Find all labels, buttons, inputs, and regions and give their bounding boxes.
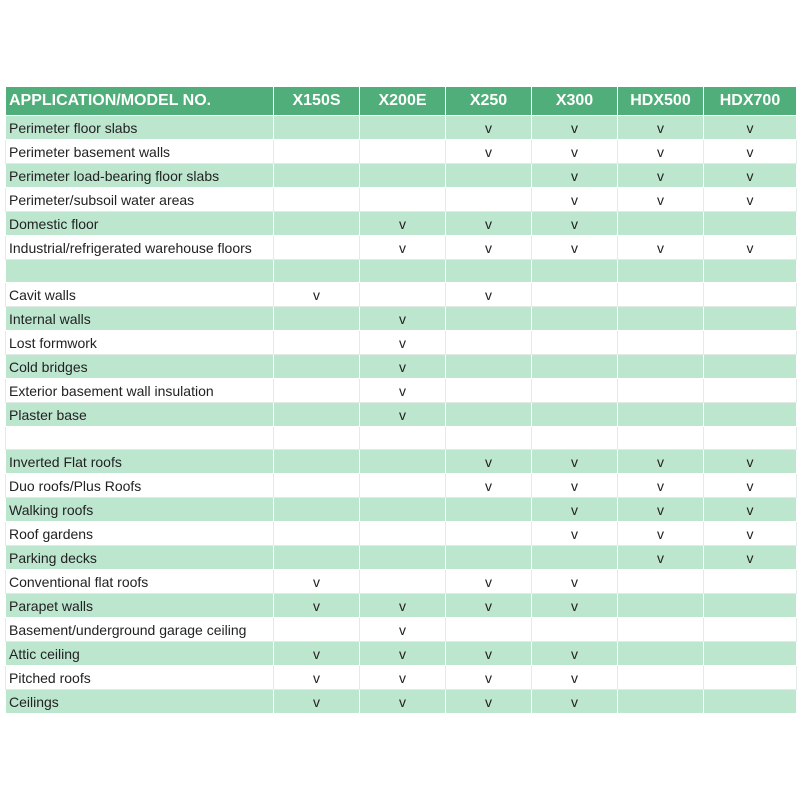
model-suitability-cell: v: [704, 498, 797, 522]
model-suitability-cell: [360, 427, 446, 450]
model-suitability-cell: v: [446, 212, 532, 236]
model-suitability-cell: [618, 307, 704, 331]
model-suitability-cell: [360, 546, 446, 570]
model-suitability-cell: [360, 450, 446, 474]
column-header-model: X200E: [360, 87, 446, 116]
model-suitability-cell: v: [360, 331, 446, 355]
model-suitability-cell: v: [532, 188, 618, 212]
model-suitability-cell: v: [446, 474, 532, 498]
table-row: [6, 403, 797, 427]
model-suitability-cell: [532, 379, 618, 403]
model-suitability-cell: v: [274, 666, 360, 690]
model-suitability-cell: [618, 379, 704, 403]
model-suitability-cell: [360, 474, 446, 498]
model-suitability-cell: [274, 522, 360, 546]
model-suitability-cell: v: [618, 116, 704, 140]
model-suitability-cell: v: [704, 474, 797, 498]
model-suitability-cell: [618, 403, 704, 427]
model-suitability-cell: v: [704, 164, 797, 188]
model-suitability-cell: v: [532, 212, 618, 236]
table-row: [6, 331, 797, 355]
application-label: Attic ceiling: [6, 642, 274, 666]
application-label: Industrial/refrigerated warehouse floors: [6, 236, 274, 260]
model-suitability-cell: [532, 618, 618, 642]
model-suitability-cell: [704, 379, 797, 403]
model-suitability-cell: [274, 331, 360, 355]
model-suitability-cell: [360, 188, 446, 212]
table-row: [6, 642, 797, 666]
column-header-model: HDX700: [704, 87, 797, 116]
model-suitability-cell: v: [618, 546, 704, 570]
model-suitability-cell: v: [360, 379, 446, 403]
model-suitability-cell: v: [360, 642, 446, 666]
model-suitability-cell: [446, 427, 532, 450]
model-suitability-cell: v: [360, 236, 446, 260]
model-suitability-cell: v: [704, 188, 797, 212]
model-suitability-cell: v: [446, 450, 532, 474]
model-suitability-cell: v: [360, 618, 446, 642]
model-suitability-cell: [446, 331, 532, 355]
table-body: [6, 116, 797, 714]
model-suitability-cell: v: [274, 690, 360, 714]
model-suitability-cell: [618, 212, 704, 236]
application-label: Lost formwork: [6, 331, 274, 355]
model-suitability-cell: [274, 498, 360, 522]
model-suitability-cell: [274, 212, 360, 236]
model-suitability-cell: [704, 260, 797, 283]
table-row: [6, 236, 797, 260]
table-row: [6, 498, 797, 522]
table-row: [6, 450, 797, 474]
model-suitability-cell: [274, 474, 360, 498]
column-header-model: X300: [532, 87, 618, 116]
column-header-model: X250: [446, 87, 532, 116]
model-suitability-cell: v: [532, 570, 618, 594]
application-model-table: [5, 86, 797, 714]
model-suitability-cell: [532, 403, 618, 427]
model-suitability-cell: [704, 307, 797, 331]
model-suitability-cell: v: [360, 212, 446, 236]
model-suitability-cell: v: [618, 140, 704, 164]
model-suitability-cell: [704, 355, 797, 379]
application-label: Domestic floor: [6, 212, 274, 236]
application-label: Perimeter floor slabs: [6, 116, 274, 140]
application-label: Cavit walls: [6, 283, 274, 307]
model-suitability-cell: [360, 522, 446, 546]
model-suitability-cell: v: [274, 283, 360, 307]
application-label: Conventional flat roofs: [6, 570, 274, 594]
table-row: [6, 379, 797, 403]
model-suitability-cell: [532, 355, 618, 379]
model-suitability-cell: [618, 283, 704, 307]
table-row: [6, 546, 797, 570]
model-suitability-cell: [360, 116, 446, 140]
table-row: [6, 522, 797, 546]
model-suitability-cell: v: [704, 450, 797, 474]
application-label: Roof gardens: [6, 522, 274, 546]
table-row: [6, 164, 797, 188]
model-suitability-cell: v: [274, 570, 360, 594]
table-row: [6, 666, 797, 690]
application-label: Perimeter load-bearing floor slabs: [6, 164, 274, 188]
application-label: Internal walls: [6, 307, 274, 331]
application-label: Ceilings: [6, 690, 274, 714]
model-suitability-cell: [704, 618, 797, 642]
model-suitability-cell: [446, 546, 532, 570]
model-suitability-cell: [274, 260, 360, 283]
model-suitability-cell: v: [618, 498, 704, 522]
model-suitability-cell: [274, 236, 360, 260]
model-suitability-cell: v: [532, 164, 618, 188]
model-suitability-cell: [618, 666, 704, 690]
table-row: [6, 140, 797, 164]
model-suitability-cell: [446, 188, 532, 212]
model-suitability-cell: [618, 570, 704, 594]
model-suitability-cell: [704, 427, 797, 450]
application-label: Walking roofs: [6, 498, 274, 522]
model-suitability-cell: v: [618, 522, 704, 546]
model-suitability-cell: v: [360, 307, 446, 331]
application-label: Parking decks: [6, 546, 274, 570]
model-suitability-cell: v: [618, 450, 704, 474]
model-suitability-cell: v: [446, 690, 532, 714]
model-suitability-cell: v: [360, 403, 446, 427]
model-suitability-cell: [274, 618, 360, 642]
application-label: Perimeter basement walls: [6, 140, 274, 164]
model-suitability-cell: [446, 355, 532, 379]
model-suitability-cell: [360, 498, 446, 522]
model-suitability-cell: v: [704, 546, 797, 570]
table-row: [6, 212, 797, 236]
application-label: Pitched roofs: [6, 666, 274, 690]
model-suitability-cell: [618, 331, 704, 355]
model-suitability-cell: [704, 331, 797, 355]
model-suitability-cell: [704, 594, 797, 618]
model-suitability-cell: v: [704, 236, 797, 260]
model-suitability-cell: [274, 379, 360, 403]
model-suitability-cell: v: [532, 498, 618, 522]
model-suitability-cell: [274, 116, 360, 140]
application-label: [6, 427, 274, 450]
model-suitability-cell: [360, 260, 446, 283]
model-suitability-cell: [274, 427, 360, 450]
model-suitability-cell: v: [446, 642, 532, 666]
model-suitability-cell: [618, 594, 704, 618]
model-suitability-cell: [704, 212, 797, 236]
model-suitability-cell: [618, 618, 704, 642]
model-suitability-cell: v: [446, 140, 532, 164]
model-suitability-cell: [704, 283, 797, 307]
model-suitability-cell: [446, 260, 532, 283]
model-suitability-cell: [446, 498, 532, 522]
model-suitability-cell: [446, 164, 532, 188]
model-suitability-cell: v: [704, 116, 797, 140]
application-label: Cold bridges: [6, 355, 274, 379]
column-header-application: APPLICATION/MODEL NO.: [6, 87, 274, 116]
column-header-model: X150S: [274, 87, 360, 116]
model-suitability-cell: [704, 403, 797, 427]
model-suitability-cell: [704, 570, 797, 594]
model-suitability-cell: [446, 379, 532, 403]
model-suitability-cell: [532, 331, 618, 355]
model-suitability-cell: v: [704, 522, 797, 546]
model-suitability-cell: v: [532, 140, 618, 164]
model-suitability-cell: v: [446, 570, 532, 594]
model-suitability-cell: [532, 546, 618, 570]
model-suitability-cell: [618, 427, 704, 450]
application-label: [6, 260, 274, 283]
model-suitability-cell: v: [532, 666, 618, 690]
model-suitability-cell: v: [274, 642, 360, 666]
model-suitability-cell: v: [618, 474, 704, 498]
table-row: [6, 618, 797, 642]
model-suitability-cell: v: [618, 188, 704, 212]
model-suitability-cell: [618, 355, 704, 379]
model-suitability-cell: v: [446, 594, 532, 618]
model-suitability-cell: v: [532, 450, 618, 474]
model-suitability-cell: [704, 690, 797, 714]
model-suitability-cell: [360, 283, 446, 307]
model-suitability-cell: [532, 307, 618, 331]
model-suitability-cell: [532, 427, 618, 450]
column-header-model: HDX500: [618, 87, 704, 116]
spacer-row: [6, 427, 797, 450]
model-suitability-cell: [274, 140, 360, 164]
model-suitability-cell: v: [532, 642, 618, 666]
application-label: Basement/underground garage ceiling: [6, 618, 274, 642]
model-suitability-cell: v: [446, 116, 532, 140]
model-suitability-cell: [274, 164, 360, 188]
model-suitability-cell: v: [704, 140, 797, 164]
model-suitability-cell: [274, 355, 360, 379]
table-row: [6, 594, 797, 618]
table-row: [6, 570, 797, 594]
table-row: [6, 355, 797, 379]
model-suitability-cell: v: [532, 236, 618, 260]
application-label: Perimeter/subsoil water areas: [6, 188, 274, 212]
application-label: Inverted Flat roofs: [6, 450, 274, 474]
table-row: [6, 188, 797, 212]
table-row: [6, 307, 797, 331]
model-suitability-cell: [274, 307, 360, 331]
table-row: [6, 474, 797, 498]
model-suitability-cell: v: [446, 236, 532, 260]
model-suitability-cell: [274, 450, 360, 474]
application-label: Exterior basement wall insulation: [6, 379, 274, 403]
model-suitability-cell: [274, 403, 360, 427]
model-suitability-cell: [360, 164, 446, 188]
spacer-row: [6, 260, 797, 283]
model-suitability-cell: [704, 666, 797, 690]
application-label: Parapet walls: [6, 594, 274, 618]
model-suitability-cell: [446, 307, 532, 331]
model-suitability-cell: v: [618, 236, 704, 260]
model-suitability-cell: v: [532, 522, 618, 546]
model-suitability-cell: [446, 618, 532, 642]
model-suitability-cell: v: [532, 690, 618, 714]
model-suitability-cell: [618, 690, 704, 714]
model-suitability-cell: [618, 260, 704, 283]
model-suitability-cell: v: [446, 283, 532, 307]
model-suitability-cell: [360, 140, 446, 164]
table-row: [6, 690, 797, 714]
table-row: [6, 283, 797, 307]
model-suitability-cell: v: [360, 690, 446, 714]
model-suitability-cell: v: [360, 355, 446, 379]
model-suitability-cell: [618, 642, 704, 666]
model-suitability-cell: [532, 283, 618, 307]
model-suitability-cell: [704, 642, 797, 666]
header-row: [6, 87, 797, 116]
model-suitability-cell: v: [360, 666, 446, 690]
application-label: Plaster base: [6, 403, 274, 427]
model-suitability-cell: v: [360, 594, 446, 618]
table-row: [6, 116, 797, 140]
model-suitability-cell: v: [618, 164, 704, 188]
model-suitability-cell: v: [532, 474, 618, 498]
application-label: Duo roofs/Plus Roofs: [6, 474, 274, 498]
model-suitability-cell: [274, 546, 360, 570]
model-suitability-cell: [274, 188, 360, 212]
model-suitability-cell: [532, 260, 618, 283]
model-suitability-cell: v: [274, 594, 360, 618]
model-suitability-cell: v: [532, 594, 618, 618]
model-suitability-cell: [446, 522, 532, 546]
model-suitability-cell: v: [446, 666, 532, 690]
model-suitability-cell: [360, 570, 446, 594]
model-suitability-cell: [446, 403, 532, 427]
model-suitability-cell: v: [532, 116, 618, 140]
